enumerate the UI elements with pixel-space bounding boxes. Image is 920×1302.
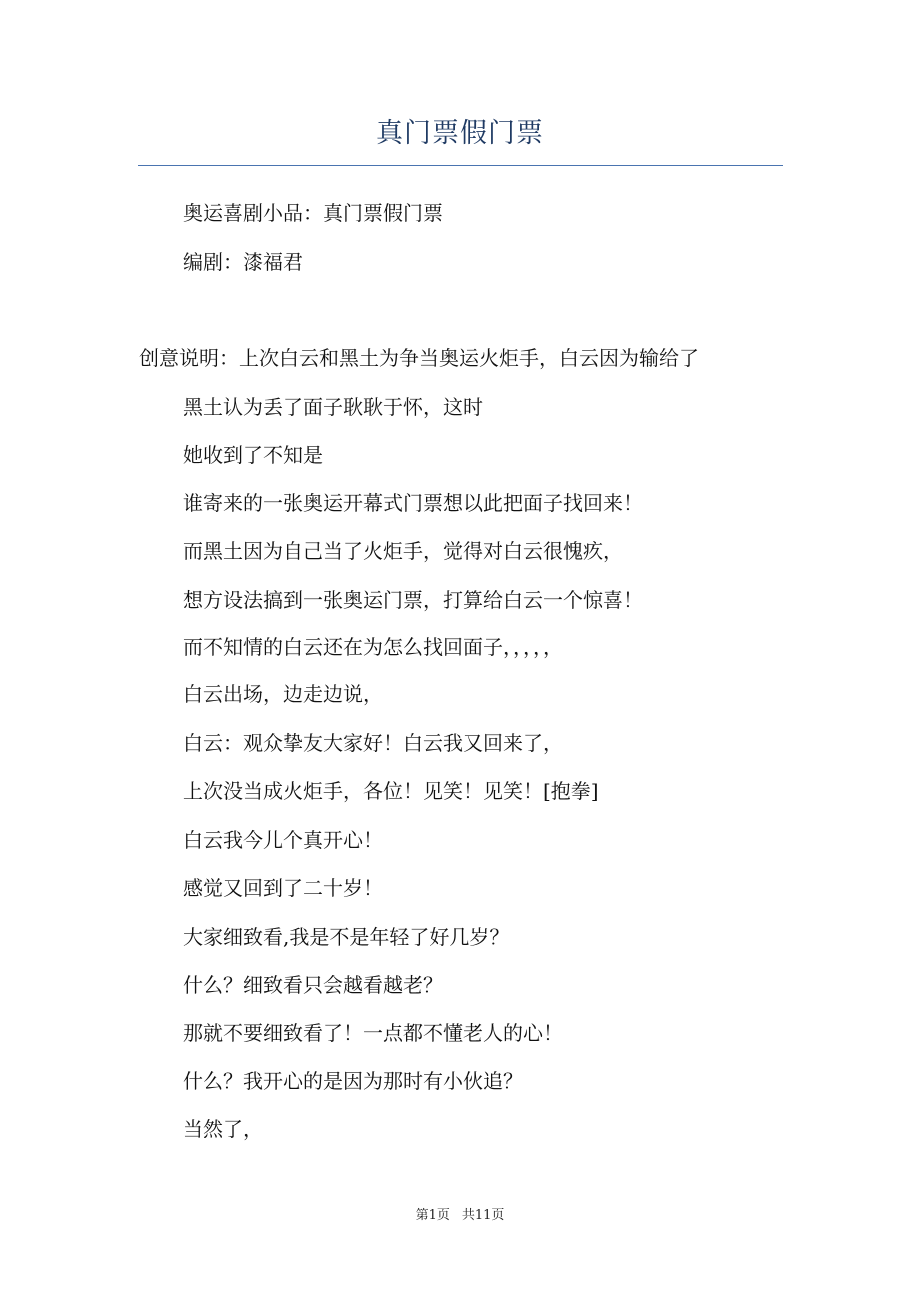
body-line: 想方设法搞到一张奥运门票，打算给白云一个惊喜！ xyxy=(183,588,643,612)
body-line: 感觉又回到了二十岁！ xyxy=(183,876,383,900)
document-title: 真门票假门票 xyxy=(376,118,544,149)
author-line: 编剧：漆福君 xyxy=(183,250,303,274)
body-line: 白云出场，边走边说， xyxy=(183,682,383,706)
page-total: 共11页 xyxy=(461,1208,505,1223)
body-line: 黑土认为丢了面子耿耿于怀，这时 xyxy=(183,395,483,419)
subtitle-line: 奥运喜剧小品：真门票假门票 xyxy=(183,201,443,225)
page-number: 第1页 xyxy=(415,1208,450,1223)
body-line: 当然了， xyxy=(183,1117,263,1141)
body-line: 那就不要细致看了！一点都不懂老人的心！ xyxy=(183,1021,563,1045)
body-line: 大家细致看,我是不是年轻了好几岁？ xyxy=(183,925,510,949)
body-line: 白云：观众挚友大家好！白云我又回来了， xyxy=(183,731,563,755)
body-line: 什么？我开心的是因为那时有小伙追？ xyxy=(183,1069,523,1093)
body-line: 什么？细致看只会越看越老？ xyxy=(183,973,443,997)
description-line: 创意说明：上次白云和黑土为争当奥运火炬手，白云因为输给了 xyxy=(139,346,699,370)
body-line: 而黑土因为自己当了火炬手，觉得对白云很愧疚， xyxy=(183,539,623,563)
body-line: 谁寄来的一张奥运开幕式门票想以此把面子找回来！ xyxy=(183,491,643,515)
body-line: 她收到了不知是 xyxy=(183,443,323,467)
body-line: 而不知情的白云还在为怎么找回面子，，，，， xyxy=(183,635,563,659)
body-line: 白云我今儿个真开心！ xyxy=(183,828,383,852)
body-line: 上次没当成火炬手，各位！见笑！见笑！[抱拳] xyxy=(183,779,599,803)
page-footer xyxy=(0,1206,920,1226)
title-divider xyxy=(138,165,783,166)
